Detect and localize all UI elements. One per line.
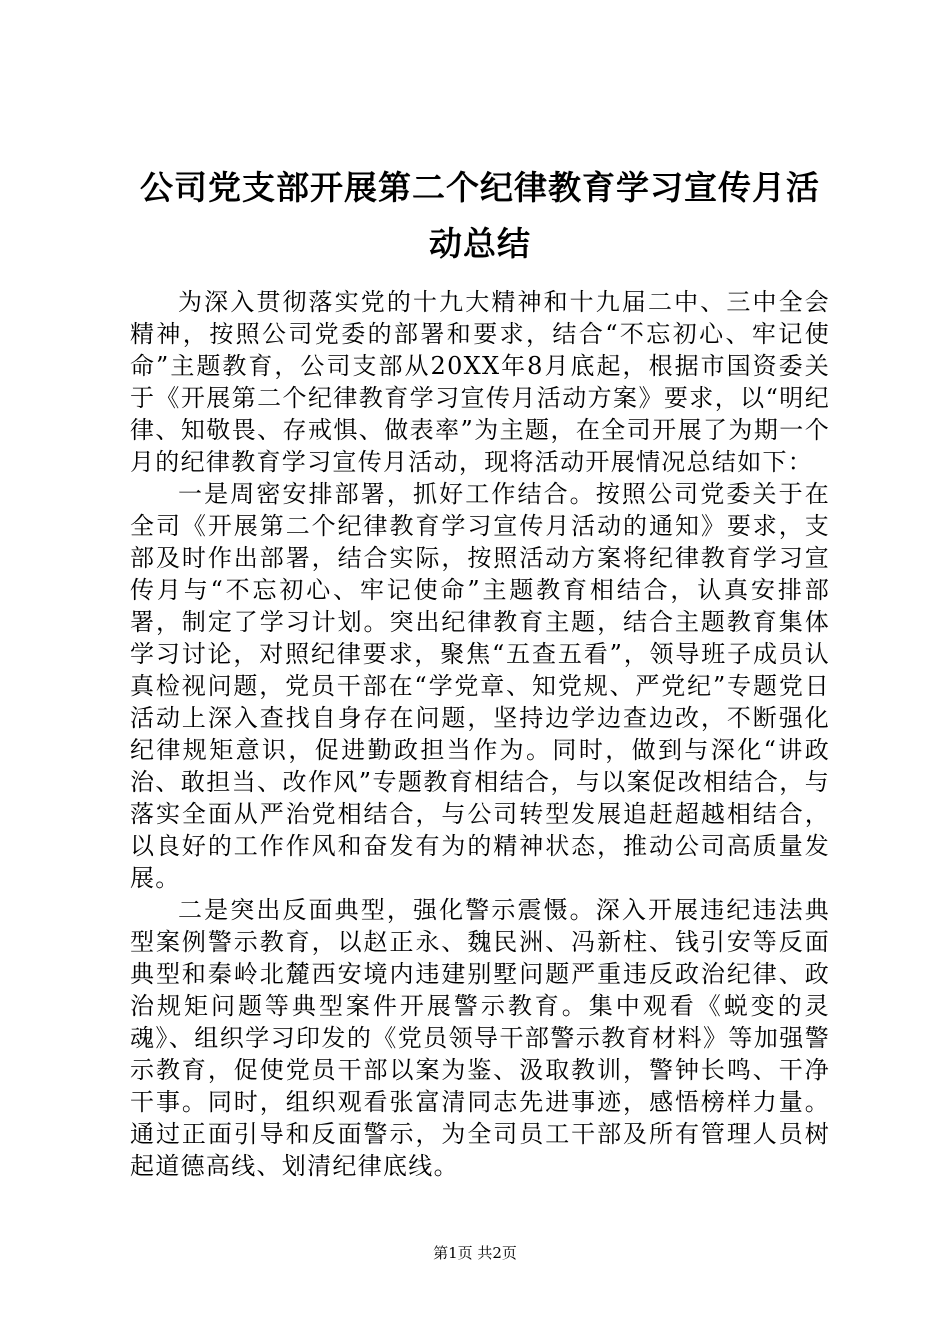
document-title [130, 160, 830, 272]
document-page [130, 160, 830, 1182]
page-footer: 第1页 共2页 [433, 1244, 517, 1262]
paragraph-section-1: 一是周密安排部署，抓好工作结合。按照公司党委关于在全司《开展第二个纪律教育学习宣传月活动的通知》要求，支部及时作出部署，结合实际，按照活动方案将纪律教育学习宣传月与“不忘初心、牢记使命”主题教育相结合，认真安排部署，制定了学习计划。突出纪律教育主题，结合主题教育集体学习讨论，对照纪律要求，聚焦“五查五看”，领导班子成员认真检视问题，党员干部在“学党章、知党规、严党纪”专题党日活动上深入查找自身存在问题，坚持边学边查边改，不断强化纪律规矩意识，促进勤政担当作为。同时，做到与深化“讲政治、敢担当、改作风”专题教育相结合，与以案促改相结合，与落实全面从严治党相结合，与公司转型发展追赶超越相结合，以良好的工作作风和奋发有为的精神状态，推动公司高质量发展。 [130, 480, 830, 892]
document-body [130, 286, 830, 1182]
paragraph-intro: 为深入贯彻落实党的十九大精神和十九届二中、三中全会精神，按照公司党委的部署和要求，结合“不忘初心、牢记使命”主题教育，公司支部从20XX年8月底起，根据市国资委关于《开展第二个纪律教育学习宣传月活动方案》要求，以“明纪律、知敬畏、存戒惧、做表率”为主题，在全司开展了为期一个月的纪律教育学习宣传月活动，现将活动开展情况总结如下： [130, 288, 830, 476]
title-line-2: 动总结 [429, 224, 531, 263]
title-line-1: 公司党支部开展第二个纪律教育学习宣传月活 [140, 168, 820, 207]
paragraph-section-2: 二是突出反面典型，强化警示震慑。深入开展违纪违法典型案例警示教育，以赵正永、魏民洲、冯新柱、钱引安等反面典型和秦岭北麓西安境内违建别墅问题严重违反政治纪律、政治规矩问题等典型案件开展警示教育。集中观看《蜕变的灵魂》、组织学习印发的《党员领导干部警示教育材料》等加强警示教育，促使党员干部以案为鉴、汲取教训，警钟长鸣、干净干事。同时，组织观看张富清同志先进事迹，感悟榜样力量。通过正面引导和反面警示，为全司员工干部及所有管理人员树起道德高线、划清纪律底线。 [130, 896, 830, 1180]
